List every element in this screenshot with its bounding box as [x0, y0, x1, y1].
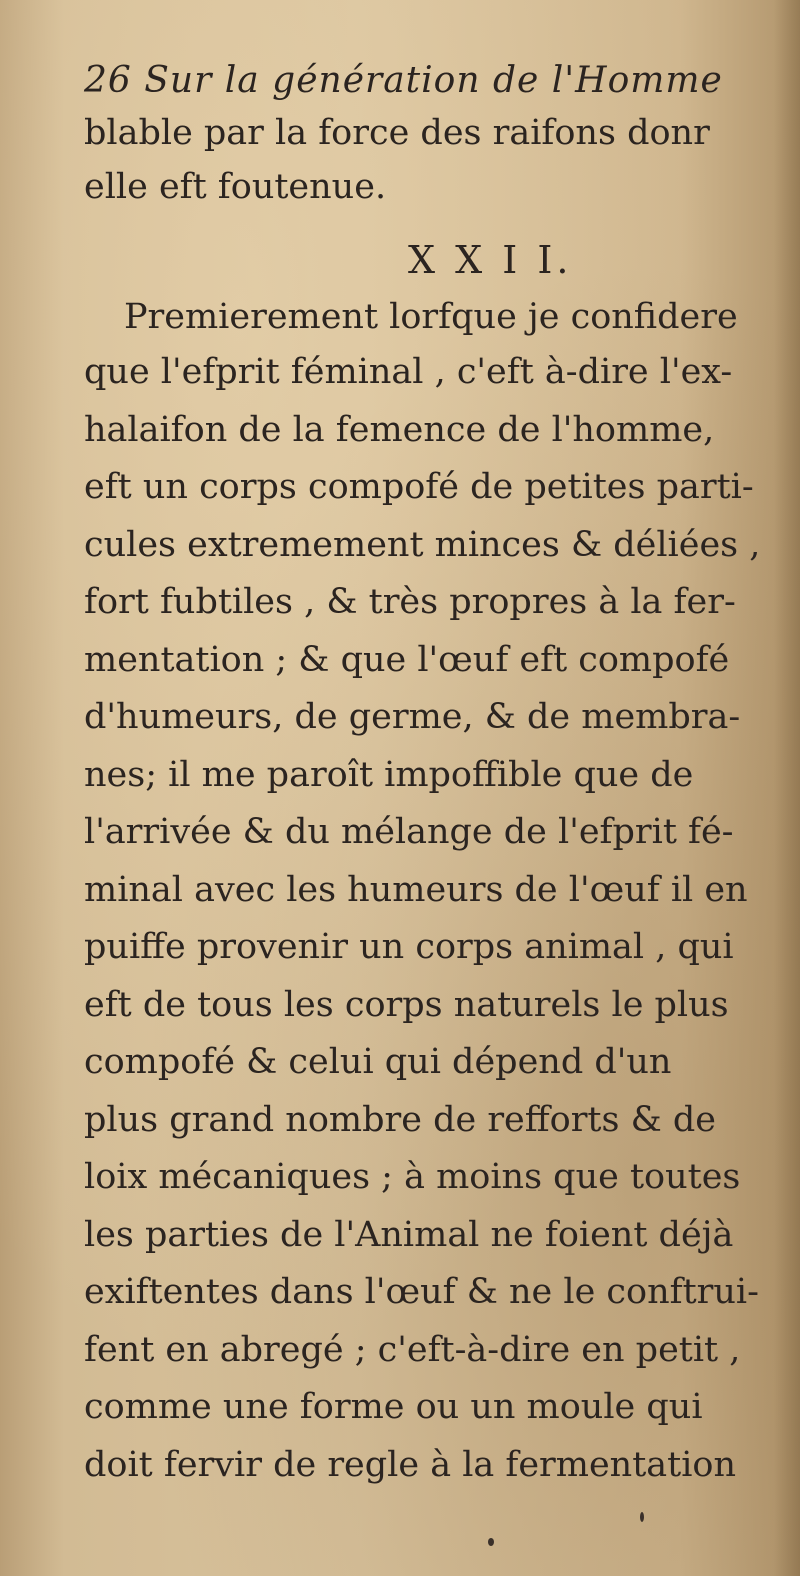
text-line: loix mécaniques ; à moins que toutes: [84, 1157, 741, 1197]
text-line: d'humeurs, de germe, & de membra-: [84, 697, 741, 737]
text-line: minal avec les humeurs de l'œuf il en: [84, 870, 748, 910]
text-line: comme une forme ou un moule qui: [84, 1387, 703, 1427]
section-numeral: X X I I.: [408, 238, 573, 282]
text-line: Premierement lorfque je confidere: [124, 297, 738, 337]
text-line: mentation ; & que l'œuf eft compofé: [84, 640, 730, 680]
text-line: doit fervir de regle à la fermentation: [84, 1445, 737, 1485]
ink-speck: [488, 1538, 494, 1546]
text-line: elle eft foutenue.: [84, 167, 387, 207]
text-line: cules extremement minces & déliées ,: [84, 525, 761, 565]
text-line: blable par la force des raifons donr: [84, 113, 710, 153]
text-line: exiftentes dans l'œuf & ne le conftrui-: [84, 1272, 759, 1312]
text-line: halaifon de la femence de l'homme,: [84, 410, 715, 450]
ink-speck: [640, 1512, 644, 1522]
text-line: que l'efprit féminal , c'eft à-dire l'ex-: [84, 352, 733, 392]
text-line: l'arrivée & du mélange de l'efprit fé-: [84, 812, 734, 852]
text-line: fent en abregé ; c'eft-à-dire en petit ,: [84, 1330, 741, 1370]
text-line: eft de tous les corps naturels le plus: [84, 985, 729, 1025]
running-head: 26 Sur la génération de l'Homme: [84, 60, 723, 101]
text-line: fort fubtiles , & très propres à la fer-: [84, 582, 736, 622]
text-line: nes; il me paroît impoffible que de: [84, 755, 694, 795]
text-line: puiffe provenir un corps animal , qui: [84, 927, 734, 967]
text-line: compofé & celui qui dépend d'un: [84, 1042, 672, 1082]
page-edge-shadow: [774, 0, 800, 1576]
text-line: eft un corps compofé de petites parti-: [84, 467, 754, 507]
text-line: les parties de l'Animal ne foient déjà: [84, 1215, 734, 1255]
text-line: plus grand nombre de refforts & de: [84, 1100, 716, 1140]
